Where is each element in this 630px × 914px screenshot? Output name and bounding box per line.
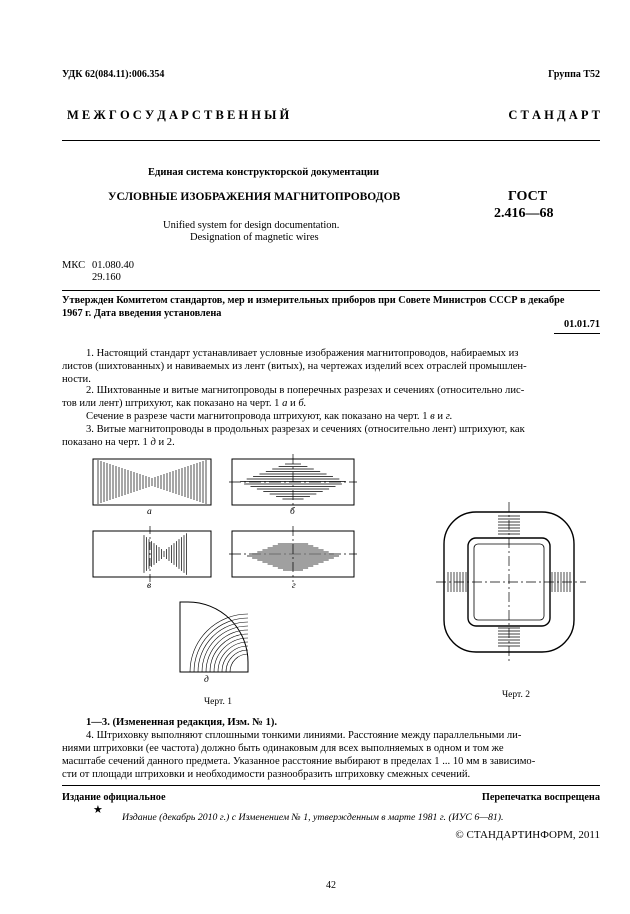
- figure-1b-label: б: [290, 507, 295, 517]
- english-title-line1: Unified system for design documentation.: [163, 220, 340, 231]
- mks-code-2: 29.160: [92, 272, 121, 283]
- figure-1d: [178, 600, 250, 674]
- figure-1b-hatching: [240, 464, 345, 499]
- document-title: УСЛОВНЫЕ ИЗОБРАЖЕНИЯ МАГНИТОПРОВОДОВ: [108, 191, 401, 203]
- figure-2-caption: Черт. 2: [502, 690, 530, 700]
- paragraph-1-line1: 1. Настоящий стандарт устанавливает условные изображения магнитопроводов, набираемых из: [86, 348, 519, 359]
- figure-1d-hatching: [190, 614, 248, 672]
- gost-number: 2.416—68: [494, 206, 554, 221]
- banner-standard: С Т А Н Д А Р Т: [508, 108, 600, 122]
- udk-code: УДК 62(084.11):006.354: [62, 69, 165, 80]
- figure-2-wound-core: [436, 502, 586, 662]
- figure-1d-label: д: [204, 675, 209, 685]
- reprint-forbidden: Перепечатка воспрещена: [481, 792, 600, 803]
- mks-label: МКС: [62, 260, 86, 271]
- system-title: Единая система конструкторской документации: [148, 167, 379, 178]
- group-code: Группа Т52: [548, 69, 600, 80]
- copyright: © СТАНДАРТИНФОРМ, 2011: [455, 829, 600, 841]
- paragraph-5-line2: ниями штриховки (ее частота) должно быть одинаковым для всех выполняемых в одном и том же: [62, 743, 504, 754]
- paragraph-5-line3: масштабе сечений данного предмета. Указанное расстояние выбирают в пределах 1 ... 10 мм в зависимо-: [62, 756, 536, 767]
- figure-1a-hatching: [98, 460, 206, 504]
- english-title-line2: Designation of magnetic wires: [190, 232, 319, 243]
- star-icon: ★: [93, 804, 103, 816]
- paragraph-1-line2: листов (шихтованных) и навиваемых из лент (витых), на чертежах изделий всех отраслей промышлен-: [62, 361, 527, 372]
- page-number: 42: [326, 880, 336, 891]
- amendment-note: 1—3. (Измененная редакция, Изм. № 1).: [86, 717, 278, 728]
- figure-1v-hatching: [144, 533, 187, 575]
- approval-line1: Утвержден Комитетом стандартов, мер и измерительных приборов при Совете Министров СССР в декабре: [62, 295, 565, 306]
- paragraph-5-line4: сти от площади штриховки и необходимости разнообразить штриховку смежных сечений.: [62, 769, 471, 780]
- gost-label: ГОСТ: [508, 189, 548, 204]
- figure-1v-label: в: [147, 581, 152, 591]
- figure-1-caption: Черт. 1: [204, 697, 232, 707]
- mks-code-1: 01.080.40: [92, 260, 134, 271]
- official-edition: Издание официальное: [62, 792, 166, 803]
- figure-1a-label: а: [147, 507, 152, 517]
- paragraph-1-line3: ности.: [62, 374, 91, 385]
- paragraph-5-line1: 4. Штриховку выполняют сплошными тонкими линиями. Расстояние между параллельными ли-: [86, 730, 522, 741]
- hatch-arc: [226, 650, 248, 672]
- figure-1g-label: г: [292, 581, 296, 591]
- hatch-arc: [230, 654, 248, 672]
- figure-1v: [92, 530, 212, 578]
- figure-1a: [92, 458, 212, 506]
- paragraph-2-line2: тов или лент) штрихуют, как показано на черт. 1 а и б.: [62, 398, 307, 409]
- header-rule: [62, 140, 600, 141]
- paragraph-4-line1: 3. Витые магнитопроводы в продольных разрезах и сечениях (относительно лент) штрихуют, как: [86, 424, 525, 435]
- introduction-date: 01.01.71: [563, 319, 600, 330]
- figure-1g: [231, 530, 355, 578]
- hatch-arc: [222, 646, 248, 672]
- approval-line2: 1967 г. Дата введения установлена: [62, 308, 222, 319]
- date-underline: [554, 333, 600, 334]
- banner-interstate: М Е Ж Г О С У Д А Р С Т В Е Н Н Ы Й: [67, 108, 290, 122]
- figure-1b: [231, 458, 355, 506]
- paragraph-2-line1: 2. Шихтованные и витые магнитопроводы в поперечных разрезах и сечениях (относительно лис-: [86, 385, 525, 396]
- title-rule: [62, 290, 600, 291]
- hatch-arc: [210, 634, 248, 672]
- standard-banner: [67, 108, 600, 123]
- paragraph-3: Сечение в разрезе части магнитопровода штрихуют, как показано на черт. 1 в и г.: [86, 411, 453, 422]
- paragraph-4-line2: показано на черт. 1 д и 2.: [62, 437, 175, 448]
- edition-note: Издание (декабрь 2010 г.) с Изменением № 1, утвержденным в марте 1981 г. (ИУС 6—81).: [122, 812, 504, 823]
- footer-rule: [62, 785, 600, 786]
